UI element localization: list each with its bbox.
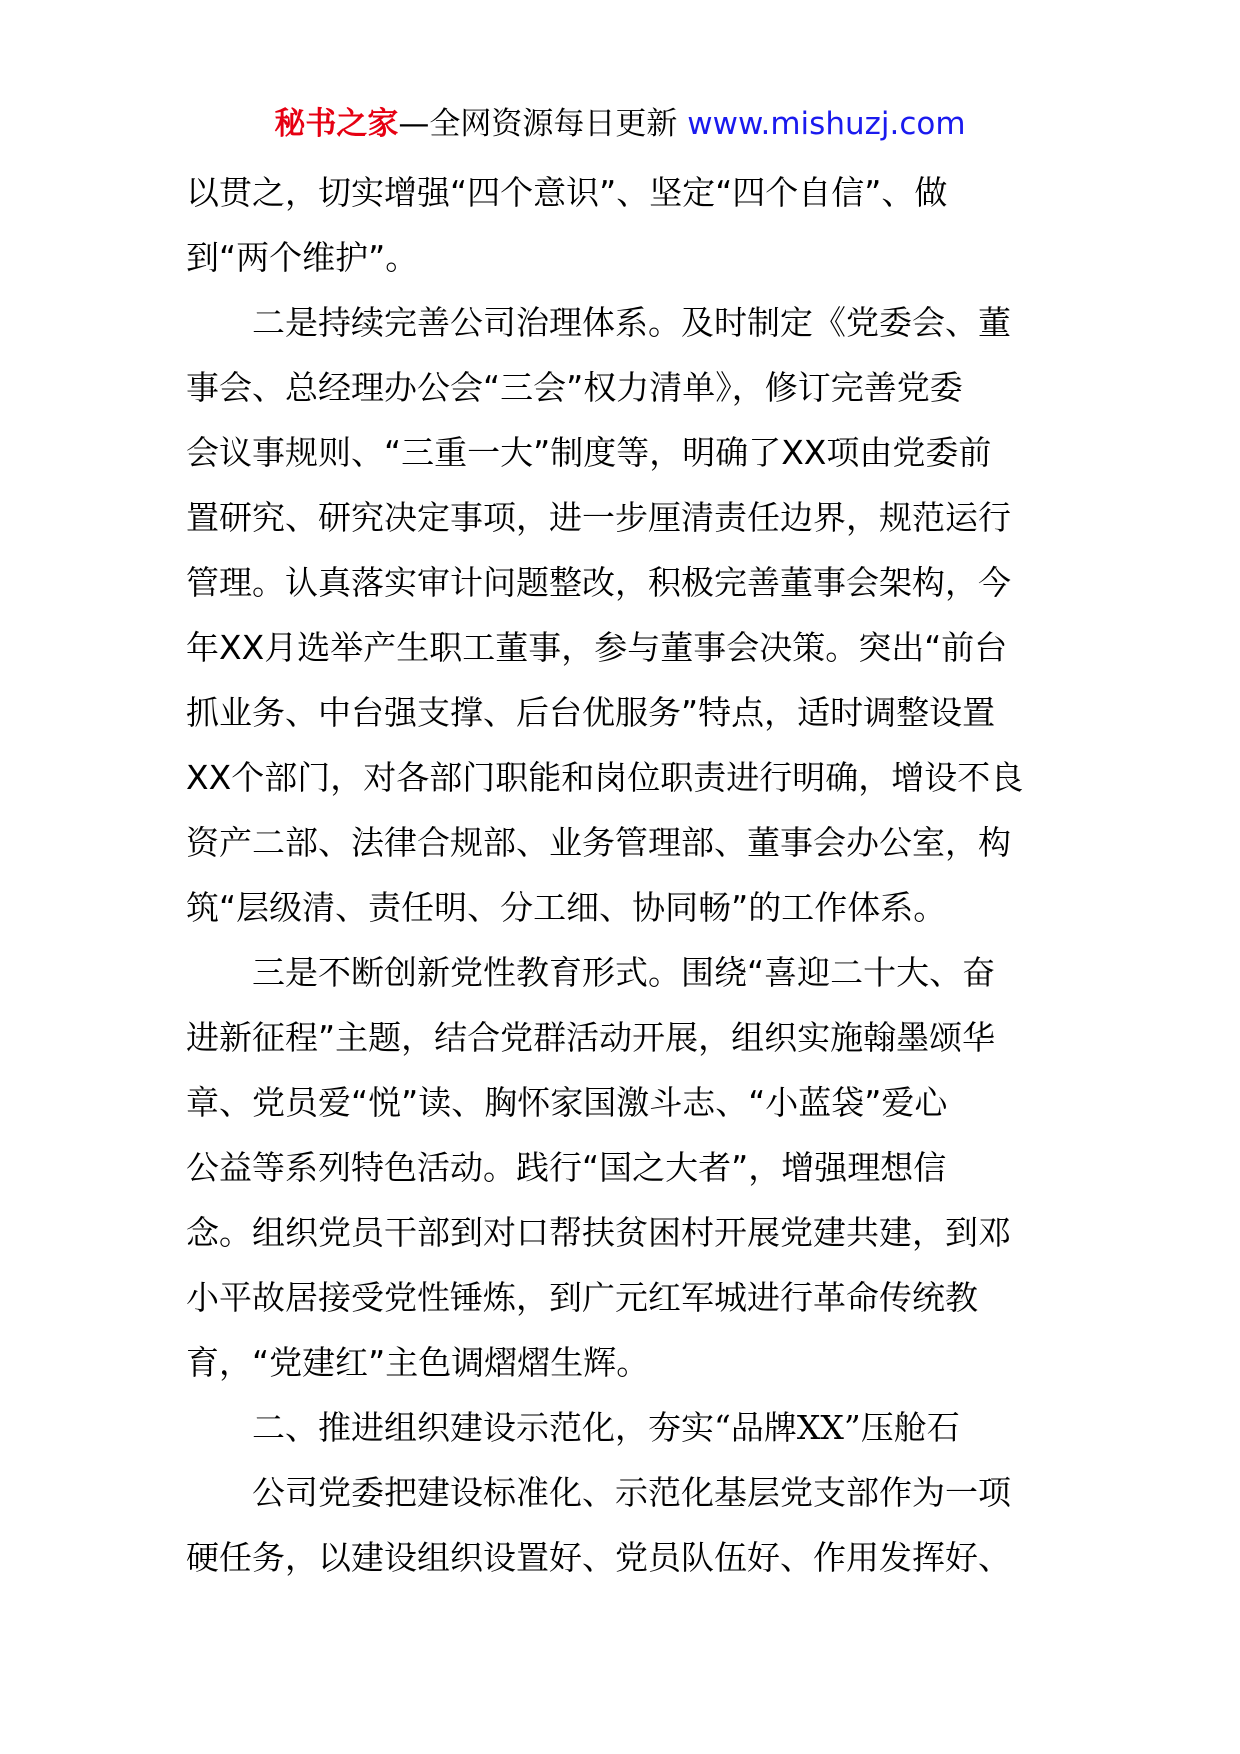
body-line: 筑“层级清、责任明、分工细、协同畅”的工作体系。 xyxy=(186,888,947,927)
body-line: 硬任务，以建设组织设置好、党员队伍好、作用发挥好、 xyxy=(186,1538,1011,1577)
body-line: XX个部门，对各部门职能和岗位职责进行明确，增设不良 xyxy=(186,758,1024,797)
brand-name: 秘书之家 xyxy=(274,106,399,142)
page-header xyxy=(0,102,1240,146)
body-line: 置研究、研究决定事项，进一步厘清责任边界，规范运行 xyxy=(186,498,1011,537)
body-line: 三是不断创新党性教育形式。围绕“喜迎二十大、奋 xyxy=(186,953,996,992)
body-line: 念。组织党员干部到对口帮扶贫困村开展党建共建，到邓 xyxy=(186,1213,1011,1252)
body-line: 会议事规则、“三重一大”制度等，明确了XX项由党委前 xyxy=(186,433,992,472)
body-line: 公益等系列特色活动。践行“国之大者”，增强理想信 xyxy=(186,1148,947,1187)
body-line: 育，“党建红”主色调熠熠生辉。 xyxy=(186,1343,650,1382)
section-heading: 二、推进组织建设示范化，夯实“品牌XX”压舱石 xyxy=(186,1408,960,1447)
body-line: 资产二部、法律合规部、业务管理部、董事会办公室，构 xyxy=(186,823,1011,862)
site-url[interactable]: www.mishuzj.com xyxy=(687,106,966,142)
document-body xyxy=(186,160,1056,1590)
body-line: 进新征程”主题，结合党群活动开展，组织实施翰墨颂华 xyxy=(186,1018,996,1057)
body-line: 抓业务、中台强支撑、后台优服务”特点，适时调整设置 xyxy=(186,693,996,732)
body-line: 公司党委把建设标准化、示范化基层党支部作为一项 xyxy=(186,1473,1011,1512)
body-line: 管理。认真落实审计问题整改，积极完善董事会架构，今 xyxy=(186,563,1011,602)
body-line: 以贯之，切实增强“四个意识”、坚定“四个自信”、做 xyxy=(186,173,948,212)
body-line: 二是持续完善公司治理体系。及时制定《党委会、董 xyxy=(186,303,1011,342)
body-line: 事会、总经理办公会“三会”权力清单》，修订完善党委 xyxy=(186,368,963,407)
body-line: 年XX月选举产生职工董事，参与董事会决策。突出“前台 xyxy=(186,628,1008,667)
body-line: 到“两个维护”。 xyxy=(186,238,419,277)
body-line: 小平故居接受党性锤炼，到广元红军城进行革命传统教 xyxy=(186,1278,978,1317)
header-tagline: —全网资源每日更新 xyxy=(398,106,688,142)
body-line: 章、党员爱“悦”读、胸怀家国激斗志、“小蓝袋”爱心 xyxy=(186,1083,948,1122)
